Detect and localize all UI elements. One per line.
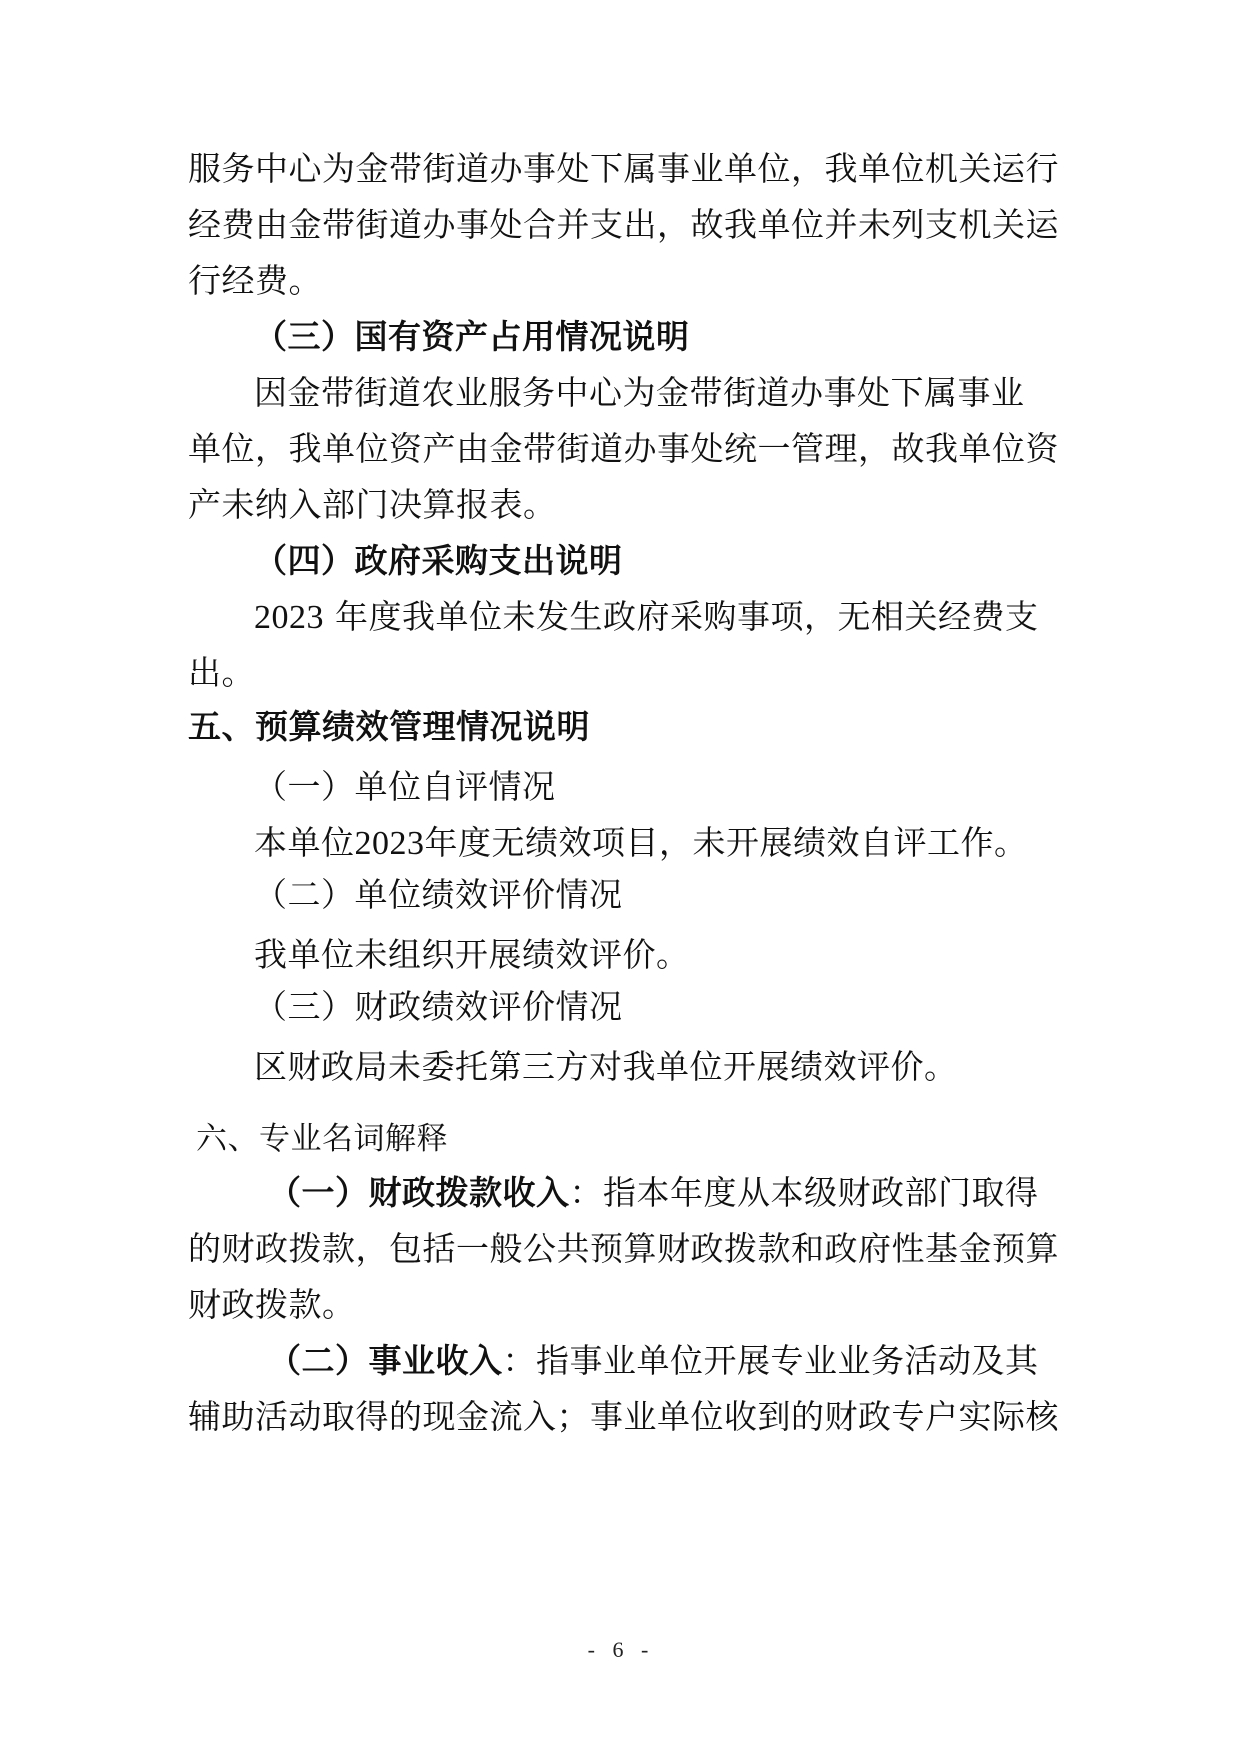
paragraph-line: 出。: [188, 653, 255, 692]
definition-term: （二）事业收入: [268, 1341, 503, 1380]
subsection-heading: （一）单位自评情况: [254, 767, 556, 806]
paragraph-line: [254, 595, 1039, 640]
paragraph-line: 行经费。: [188, 261, 322, 300]
definition-term: （一）财政拨款收入: [268, 1173, 570, 1212]
paragraph-line: 单位，我单位资产由金带街道办事处统一管理，故我单位资: [188, 429, 1059, 468]
paragraph-line: 经费由金带街道办事处合并支出，故我单位并未列支机关运: [188, 205, 1059, 244]
paragraph-line: [254, 821, 1028, 866]
definition-line: [268, 1171, 1039, 1215]
paragraph-line: 服务中心为金带街道办事处下属事业单位，我单位机关运行: [188, 149, 1059, 188]
year-number: 2023: [254, 599, 324, 636]
paragraph-line: 的财政拨款，包括一般公共预算财政拨款和政府性基金预算: [188, 1229, 1059, 1268]
definition-text: ：指事业单位开展专业业务活动及其: [502, 1341, 1039, 1380]
definition-line: [268, 1339, 1039, 1383]
paragraph-line: 因金带街道农业服务中心为金带街道办事处下属事业: [254, 373, 1025, 412]
chapter-heading: 六、专业名词解释: [196, 1121, 448, 1157]
chapter-heading: 五、预算绩效管理情况说明: [188, 707, 590, 746]
paragraph-line: 区财政局未委托第三方对我单位开展绩效评价。: [254, 1047, 958, 1086]
paragraph-text: 年度我单位未发生政府采购事项，无相关经费支: [335, 597, 1039, 636]
paragraph-text: 年度无绩效项目，未开展绩效自评工作。: [424, 823, 1028, 862]
year-number: 2023: [354, 825, 425, 862]
paragraph-line: 产未纳入部门决算报表。: [188, 485, 557, 524]
page-number: - 6 -: [587, 1637, 655, 1662]
section-heading: （三）国有资产占用情况说明: [254, 317, 690, 356]
subsection-heading: （二）单位绩效评价情况: [254, 875, 623, 914]
paragraph-text: 本单位: [254, 823, 355, 862]
subsection-heading: （三）财政绩效评价情况: [254, 987, 623, 1026]
definition-text: ：指本年度从本级财政部门取得: [569, 1173, 1039, 1212]
paragraph-line: 辅助活动取得的现金流入；事业单位收到的财政专户实际核: [188, 1397, 1059, 1436]
paragraph-line: 我单位未组织开展绩效评价。: [254, 935, 690, 974]
section-heading: （四）政府采购支出说明: [254, 541, 623, 580]
paragraph-line: 财政拨款。: [188, 1285, 356, 1324]
